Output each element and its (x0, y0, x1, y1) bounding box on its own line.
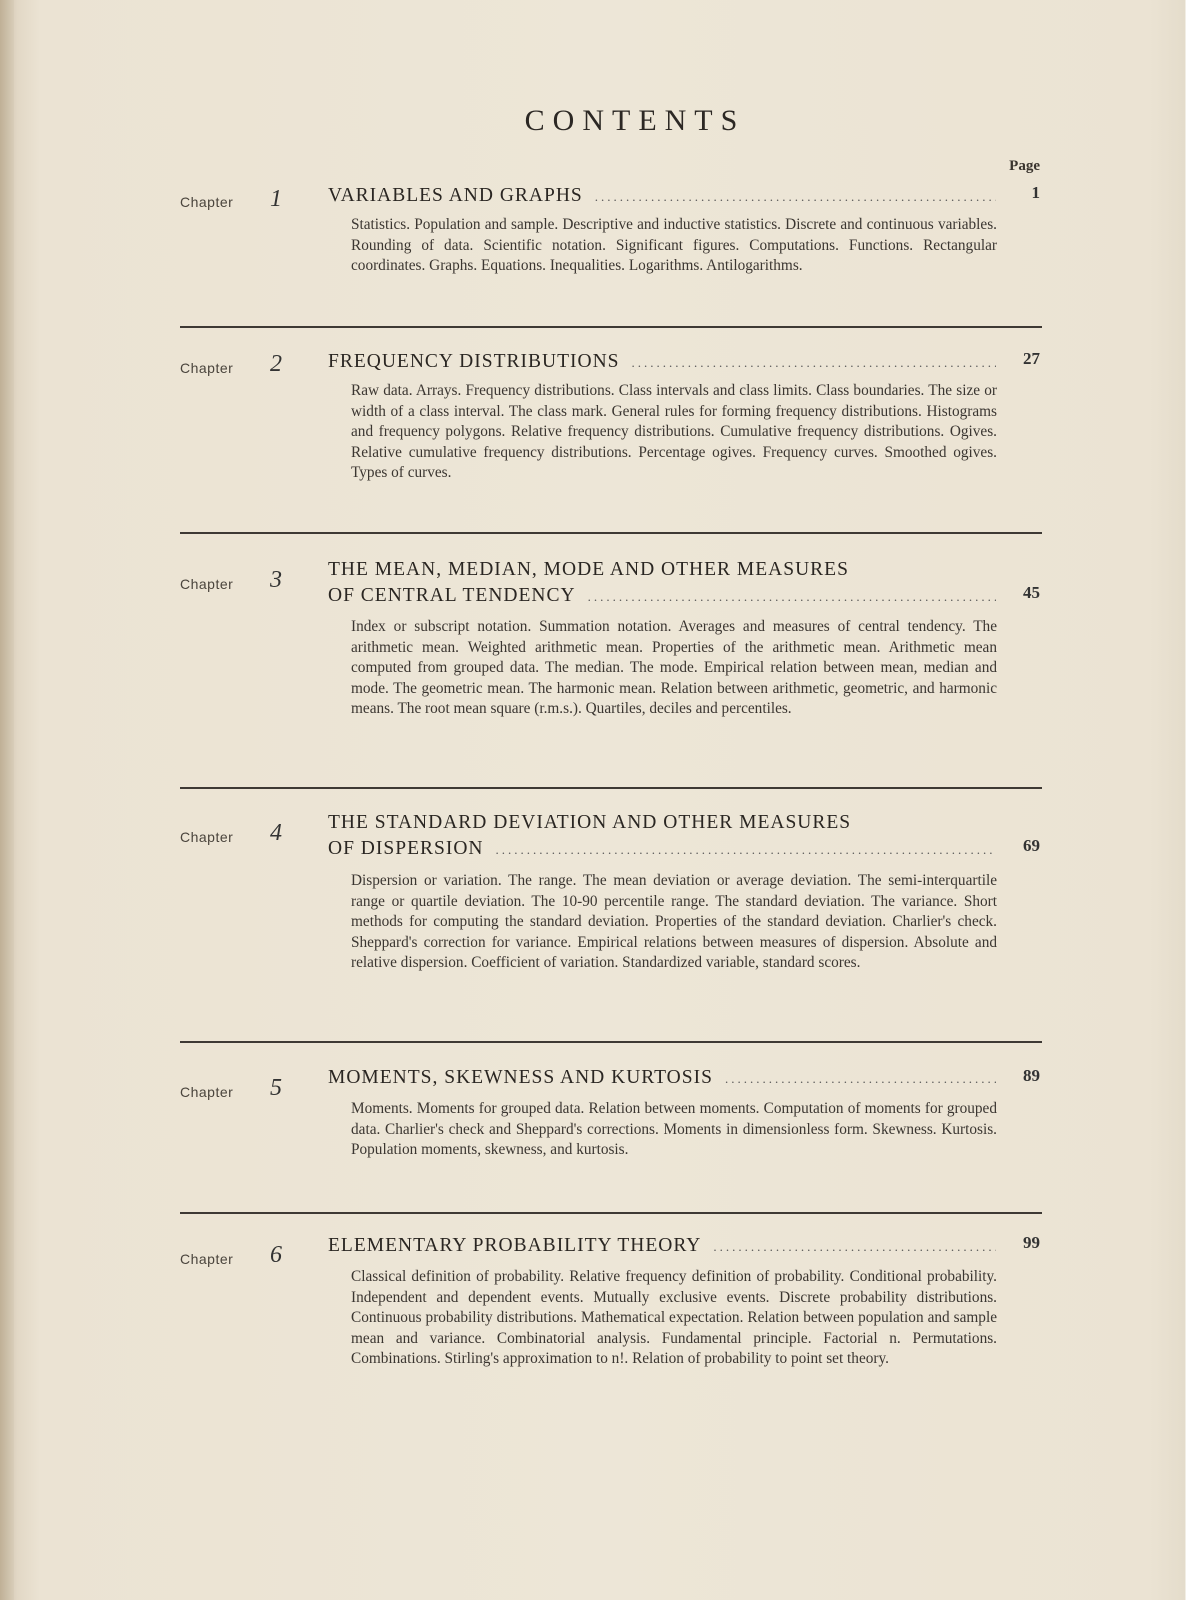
leader-dots (632, 350, 997, 376)
chapter-description: Statistics. Population and sample. Descriptive and inductive statistics. Discrete and continuous variables. Rounding of data. Scientific notation. Significant figures. Computations. Functions. Rectangular coordinates. Graphs. Equations. Inequalities. Logarithms. Antilogarithms. (351, 216, 997, 275)
chapter-title (328, 557, 996, 610)
page-column-label: Page (1009, 158, 1040, 174)
chapter-title-line: THE STANDARD DEVIATION AND OTHER MEASURES (328, 812, 852, 833)
chapter-page-number: 1 (1031, 183, 1040, 202)
chapter-title (328, 1233, 996, 1260)
chapter-description: Classical definition of probability. Relative frequency definition of probability. Conditional probability. Independent and dependent events. Mutually exclusive events. Discrete probability distributions. Continuous probability distributions. Mathematical expectation. Relation between population and sample mean and variance. Combinatorial analysis. Fundamental principle. Factorial n. Permutations. Combinations. Stirling's approximation to n!. Relation of probability to point set theory. (351, 1268, 997, 1368)
chapter-number: 1 (270, 186, 282, 212)
chapter-title (328, 1065, 996, 1092)
leader-dots (588, 584, 996, 610)
chapter-label: Chapter (180, 576, 234, 592)
chapter-page-number: 99 (1023, 1233, 1040, 1252)
leader-dots (725, 1066, 996, 1092)
chapter-page-number: 27 (1023, 349, 1040, 368)
chapter-label: Chapter (180, 194, 234, 210)
chapter-title-line: MOMENTS, SKEWNESS AND KURTOSIS (328, 1067, 713, 1088)
chapter-title (328, 183, 996, 210)
chapter-title-line: VARIABLES AND GRAPHS (328, 185, 583, 206)
leader-dots (713, 1234, 996, 1260)
chapter-description: Index or subscript notation. Summation notation. Averages and measures of central tendency. The arithmetic mean. Weighted arithmetic mean. Properties of the arithmetic mean. Arithmetic mean computed from grouped data. The median. The mode. Empirical relation between mean, median and mode. The geometric mean. The harmonic mean. Relation between arithmetic, geometric, and harmonic means. The root mean square (r.m.s.). Quartiles, deciles and percentiles. (351, 618, 997, 718)
chapter-title-line: OF CENTRAL TENDENCY (328, 585, 576, 606)
chapter-description: Raw data. Arrays. Frequency distributions. Class intervals and class limits. Class boundaries. The size or width of a class interval. The class mark. General rules for forming frequency distributions. Histograms and frequency polygons. Relative frequency distributions. Cumulative frequency distributions. Ogives. Relative cumulative frequency distributions. Percentage ogives. Frequency curves. Smoothed ogives. Types of curves. (351, 382, 997, 482)
chapter-title-line: THE MEAN, MEDIAN, MODE AND OTHER MEASURES (328, 559, 849, 580)
chapter-label: Chapter (180, 360, 234, 376)
chapter-label: Chapter (180, 1084, 234, 1100)
leader-dots (595, 184, 996, 210)
chapter-title-line: OF DISPERSION (328, 838, 484, 859)
chapter-page-number: 69 (1023, 836, 1040, 855)
chapter-page-number: 89 (1023, 1066, 1040, 1085)
chapter-divider (180, 1212, 1042, 1214)
chapter-number: 5 (270, 1075, 282, 1101)
chapter-page-number: 45 (1023, 583, 1040, 602)
contents-heading: CONTENTS (524, 104, 746, 137)
chapter-number: 6 (270, 1242, 282, 1268)
chapter-number: 3 (270, 567, 282, 593)
chapter-divider (180, 532, 1042, 534)
chapter-number: 2 (270, 351, 282, 377)
leader-dots (496, 837, 997, 863)
chapter-divider (180, 326, 1042, 328)
chapter-title-line: FREQUENCY DISTRIBUTIONS (328, 351, 620, 372)
chapter-title (328, 810, 996, 863)
chapter-label: Chapter (180, 829, 234, 845)
chapter-description: Dispersion or variation. The range. The mean deviation or average deviation. The semi-interquartile range or quartile deviation. The 10-90 percentile range. The standard deviation. The variance. Short methods for computing the standard deviation. Properties of the standard deviation. Charlier's check. Sheppard's correction for variance. Empirical relations between measures of dispersion. Absolute and relative dispersion. Coefficient of variation. Standardized variable, standard scores. (351, 872, 997, 972)
chapter-number: 4 (270, 820, 282, 846)
chapter-divider (180, 1041, 1042, 1043)
chapter-description: Moments. Moments for grouped data. Relation between moments. Computation of moments for grouped data. Charlier's check and Sheppard's corrections. Moments in dimensionless form. Skewness. Kurtosis. Population moments, skewness, and kurtosis. (351, 1100, 997, 1159)
chapter-label: Chapter (180, 1251, 234, 1267)
chapter-title (328, 349, 996, 376)
chapter-divider (180, 787, 1042, 789)
book-spine-shadow (0, 0, 14, 1600)
chapter-title-line: ELEMENTARY PROBABILITY THEORY (328, 1235, 702, 1256)
